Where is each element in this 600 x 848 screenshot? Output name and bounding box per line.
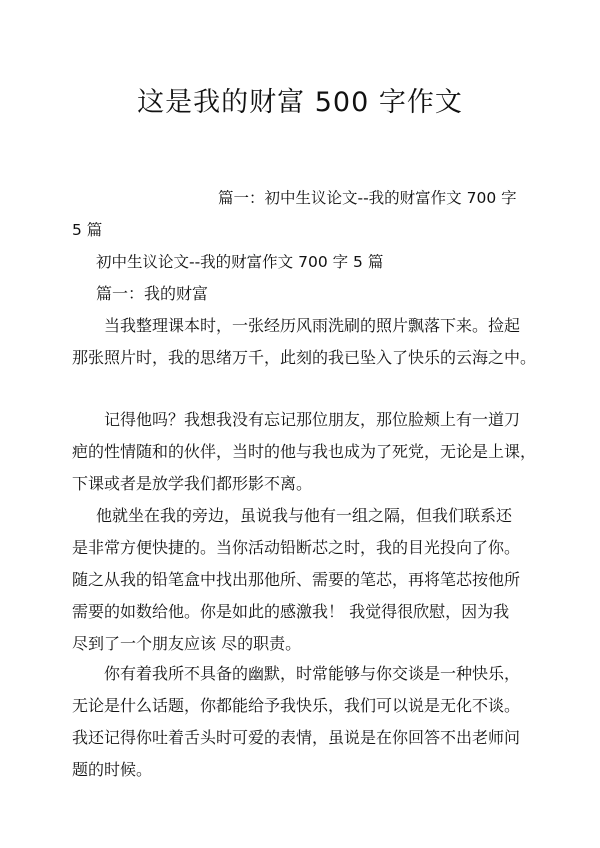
section-title: 篇一：我的财富: [96, 284, 209, 303]
paragraph-3-line-4: 需要的如数给他。你是如此的感激我！ 我觉得很欣慰，因为我: [72, 602, 510, 621]
paragraph-4-line-3: 我还记得你吐着舌头时可爱的表情，虽说是在你回答不出老师问: [72, 728, 521, 747]
paragraph-4-line-1: 你有着我所不具备的幽默，时常能够与你交谈是一种快乐，: [104, 664, 521, 683]
paragraph-3-line-1: 他就坐在我的旁边，虽说我与他有一组之隔，但我们联系还: [96, 506, 513, 525]
paragraph-3-line-2: 是非常方便快捷的。当你活动铅断芯之时，我的目光投向了你。: [72, 538, 521, 557]
heading-line-2: 5 篇: [72, 221, 103, 239]
heading-line-1: 篇一：初中生议论文--我的财富作文 700 字: [218, 189, 517, 207]
paragraph-1-line-2: 那张照片时，我的思绪万千，此刻的我已坠入了快乐的云海之中。: [72, 348, 537, 367]
document-title: 这是我的财富 500 字作文: [137, 87, 463, 118]
paragraph-3-line-3: 随之从我的铅笔盒中找出那他所、需要的笔芯，再将笔芯按他所: [72, 570, 521, 589]
subheading: 初中生议论文--我的财富作文 700 字 5 篇: [96, 253, 384, 271]
paragraph-3-line-5: 尽到了一个朋友应该 尽的职责。: [72, 634, 302, 653]
paragraph-4-line-4: 题的时候。: [72, 760, 153, 779]
paragraph-2-line-3: 下课或者是放学我们都形影不离。: [72, 474, 313, 493]
paragraph-2-line-2: 疤的性情随和的伙伴，当时的他与我也成为了死党，无论是上课，: [72, 442, 537, 461]
paragraph-2-line-1: 记得他吗？我想我没有忘记那位朋友，那位脸颊上有一道刀: [104, 410, 521, 429]
paragraph-4-line-2: 无论是什么话题，你都能给予我快乐，我们可以说是无化不谈。: [72, 696, 521, 715]
paragraph-1-line-1: 当我整理课本时，一张经历风雨洗刷的照片飘落下来。捡起: [104, 316, 521, 335]
